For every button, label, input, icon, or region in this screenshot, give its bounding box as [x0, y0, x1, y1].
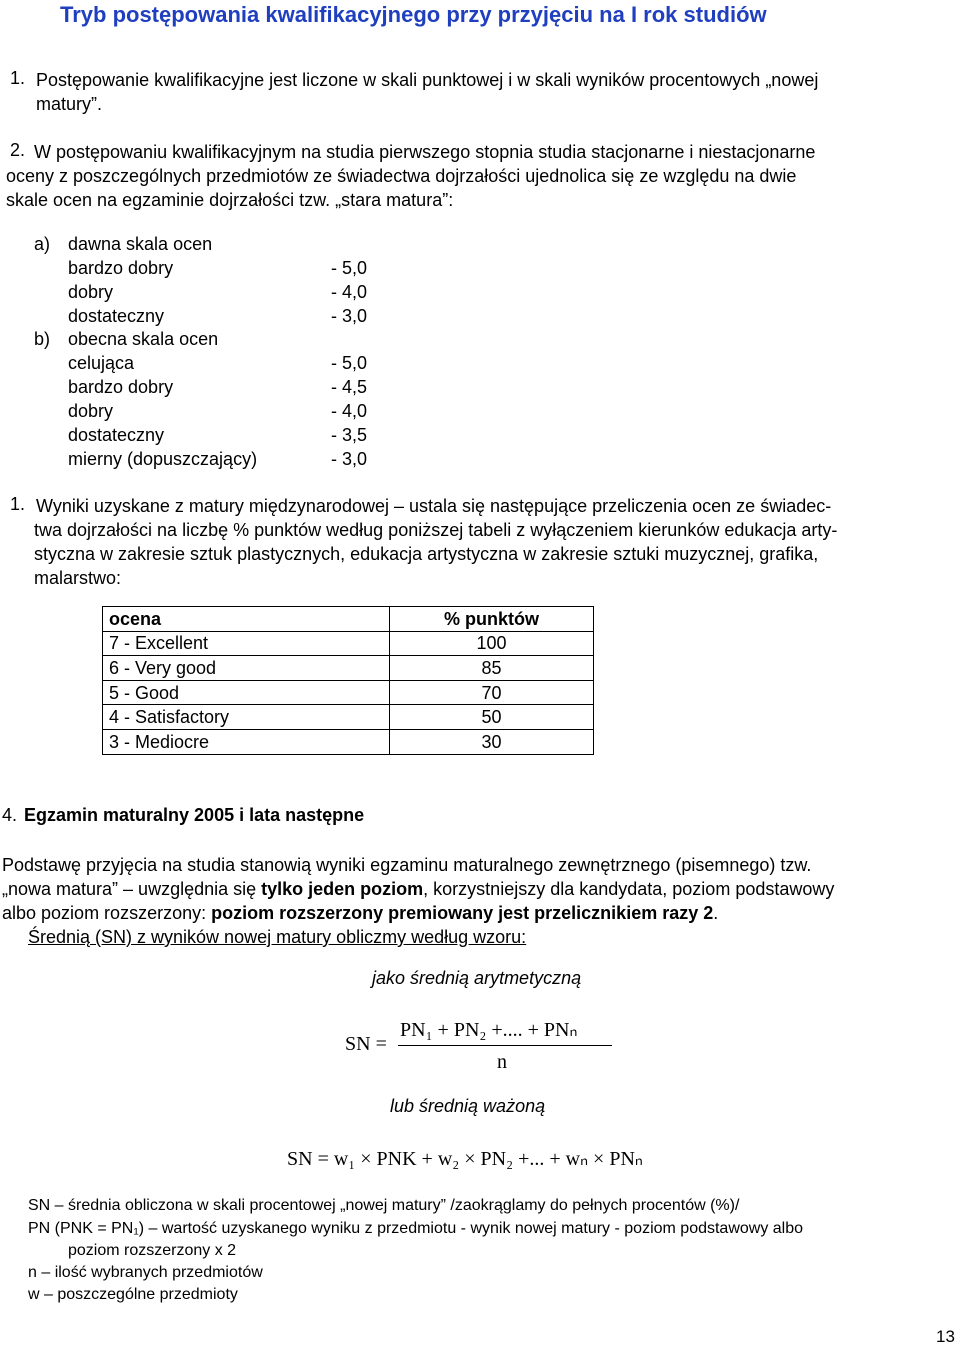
grade-name: dobry	[68, 401, 114, 421]
grade-value: - 3,0	[331, 306, 368, 326]
paragraph-2-line-2: oceny z poszczególnych przedmiotów ze świadectwa dojrzałości ujednolica się ze względu na dwie	[6, 166, 797, 186]
table-row	[103, 729, 594, 754]
scale-b-label: b)	[34, 329, 51, 349]
fraction-bar	[398, 1045, 612, 1046]
grade-value: - 5,0	[331, 353, 368, 373]
paragraph-3-line-3: styczna w zakresie sztuk plastycznych, edukacja artystyczna w zakresie sztuki muzycznej, grafika,	[34, 544, 819, 564]
page-number: 13	[936, 1327, 955, 1346]
grade-value: - 3,5	[331, 425, 368, 445]
table-cell: 30	[390, 729, 594, 754]
grade-value: - 4,5	[331, 377, 368, 397]
formula-2-caption: lub średnią ważoną	[390, 1096, 546, 1116]
table-cell: 70	[390, 680, 594, 705]
paragraph-3-line-1: Wyniki uzyskane z matury międzynarodowej – ustala się następujące przeliczenia ocen ze świadec-	[36, 496, 832, 516]
table-cell: 5 - Good	[103, 680, 390, 705]
table-cell: 100	[390, 631, 594, 656]
paragraph-3-line-2: twa dojrzałości na liczbę % punktów według poniższej tabeli z wyłączeniem kierunków edukacja arty-	[34, 520, 838, 540]
formula-1-caption: jako średnią arytmetyczną	[372, 968, 582, 988]
table-cell: 4 - Satisfactory	[103, 705, 390, 730]
paragraph-4-line-1: Podstawę przyjęcia na studia stanowią wyniki egzaminu maturalnego zewnętrznego (pisemnego) tzw.	[2, 855, 812, 875]
legend-n: n – ilość wybranych przedmiotów	[28, 1264, 263, 1281]
section-4-number: 4.	[2, 805, 18, 825]
grade-name: dostateczny	[68, 306, 165, 326]
item-number-2: 2.	[10, 140, 26, 160]
bold-text: poziom rozszerzony premiowany jest przelicznikiem razy 2	[211, 903, 714, 923]
table-header-cell: % punktów	[390, 607, 594, 632]
table-row	[103, 680, 594, 705]
table-row	[103, 656, 594, 681]
table-cell: 7 - Excellent	[103, 631, 390, 656]
paragraph-2-line-3: skale ocen na egzaminie dojrzałości tzw. „stara matura”:	[6, 190, 454, 210]
table-row	[103, 631, 594, 656]
grade-name: bardzo dobry	[68, 258, 174, 278]
table-header-cell: ocena	[103, 607, 390, 632]
text-run: , korzystniejszy dla kandydata, poziom podstawowy	[423, 879, 835, 899]
grade-name: celująca	[68, 353, 135, 373]
legend-sn: SN – średnia obliczona w skali procentowej „nowej matury” /zaokrąglamy do pełnych procentów (%)/	[28, 1197, 740, 1214]
grade-value: - 4,0	[331, 401, 368, 421]
paragraph-4	[2, 853, 958, 949]
text-run: .	[713, 903, 719, 923]
item-number-1: 1.	[10, 68, 26, 88]
grade-conversion-table	[102, 606, 594, 755]
formula-1-lhs: SN =	[345, 1033, 387, 1055]
section-4-title: Egzamin maturalny 2005 i lata następne	[24, 805, 365, 825]
paragraph-1	[36, 68, 956, 116]
grade-value: - 5,0	[331, 258, 368, 278]
bold-text: tylko jeden poziom	[261, 879, 424, 899]
grade-value: - 3,0	[331, 449, 368, 469]
grade-name: dobry	[68, 282, 114, 302]
scale-a-label: a)	[34, 234, 51, 254]
table-header-row	[103, 607, 594, 632]
paragraph-2-line-1: W postępowaniu kwalifikacyjnym na studia pierwszego stopnia studia stacjonarne i niestacjonarne	[34, 142, 816, 162]
table-cell: 85	[390, 656, 594, 681]
legend-pn: PN (PNK = PN₁) – wartość uzyskanego wyniku z przedmiotu - wynik nowej matury - poziom podstawowy albo	[28, 1220, 804, 1237]
table-cell: 3 - Mediocre	[103, 729, 390, 754]
paragraph-4-line-3	[2, 901, 958, 925]
grade-name: bardzo dobry	[68, 377, 174, 397]
scale-b-title: obecna skala ocen	[68, 329, 219, 349]
item-number-3: 1.	[10, 494, 26, 514]
formula-intro: Średnią (SN) z wyników nowej matury obliczmy według wzoru:	[28, 927, 527, 947]
paragraph-1-line-2: matury”.	[36, 94, 103, 114]
table-cell: 6 - Very good	[103, 656, 390, 681]
legend-pn-continued: poziom rozszerzony x 2	[68, 1242, 237, 1259]
text-run: „nowa matura” – uwzględnia się	[2, 879, 262, 899]
text-run: albo poziom rozszerzony:	[2, 903, 212, 923]
paragraph-2	[6, 140, 956, 212]
legend-w: w – poszczególne przedmioty	[28, 1286, 238, 1303]
formula-1-denominator: n	[497, 1051, 507, 1073]
grade-name: mierny (dopuszczający)	[68, 449, 258, 469]
formula-2-expression: SN = w₁ × PNK + w₂ × PN₂ +... + wₙ × PNₙ	[287, 1148, 643, 1170]
grade-name: dostateczny	[68, 425, 165, 445]
paragraph-1-line-1: Postępowanie kwalifikacyjne jest liczone w skali punktowej i w skali wyników procentowych „nowej	[36, 70, 819, 90]
page-title: Tryb postępowania kwalifikacyjnego przy przyjęciu na I rok studiów	[60, 2, 767, 27]
paragraph-3	[34, 494, 958, 590]
scale-a-title: dawna skala ocen	[68, 234, 213, 254]
paragraph-4-line-2	[2, 877, 958, 901]
grade-value: - 4,0	[331, 282, 368, 302]
table-cell: 50	[390, 705, 594, 730]
formula-1-numerator: PN₁ + PN₂ +.... + PNₙ	[400, 1019, 578, 1041]
paragraph-3-line-4: malarstwo:	[34, 568, 122, 588]
table-row	[103, 705, 594, 730]
